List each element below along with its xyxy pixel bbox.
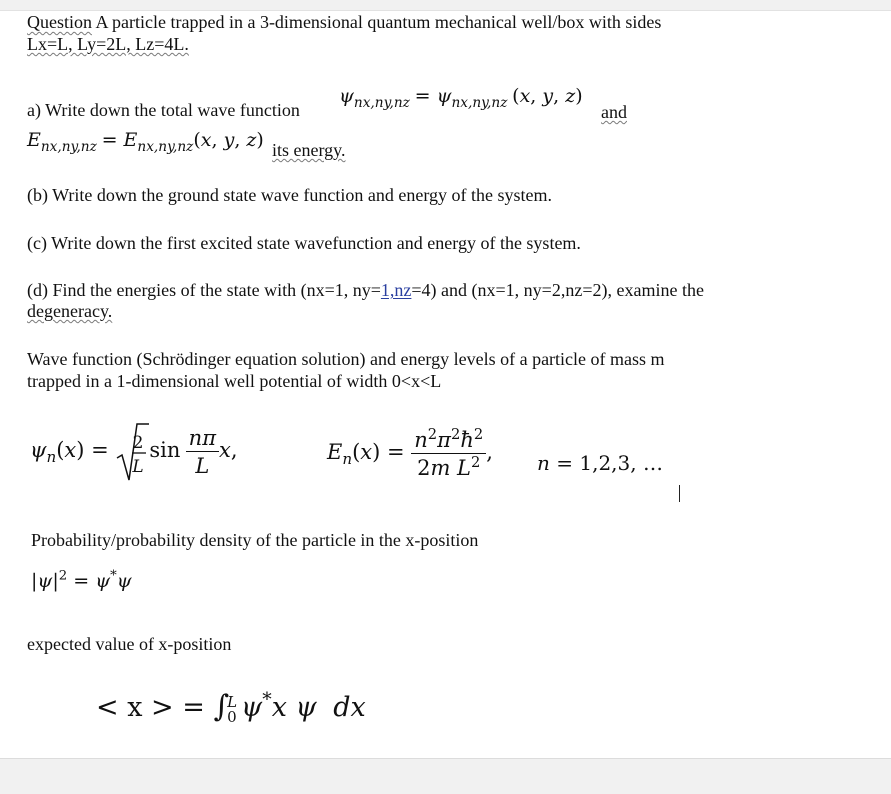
equation-expectation: < x > = ∫ L 0 ψ*x ψ dx — [96, 688, 366, 726]
part-d-line-1: (d) Find the energies of the state with (nx=1, ny=1,nz=4) and (nx=1, ny=2,nz=2), examine the — [27, 280, 704, 300]
part-a-and: and — [601, 102, 627, 122]
one-d-line-1: Wave function (Schrödinger equation solution) and energy levels of a particle of mass m — [27, 349, 665, 369]
part-a-its-energy: its energy. — [272, 140, 346, 160]
equation-psi-3d: $\psi_{nx,ny,nz} = \psi_{nx,ny,nz}$ (x, y, z) — [339, 85, 583, 111]
part-d-link[interactable]: 1,nz — [380, 280, 412, 300]
text-cursor — [679, 485, 680, 502]
n-range: n = 1,2,3, … — [537, 451, 663, 475]
equation-energy-3d: $E_{nx,ny,nz} = E_{nx,ny,nz}(x$, y, z) — [27, 129, 264, 155]
equation-psi-n: $\psi_n(x)$ = 2 L sin $\frac{n\pi}{L}$ x, — [30, 420, 238, 484]
part-b: (b) Write down the ground state wave function and energy of the system. — [27, 185, 552, 205]
one-d-line-2: trapped in a 1-dimensional well potential of width 0<x<L — [27, 371, 442, 391]
top-toolbar-strip — [0, 0, 891, 11]
sqrt-symbol — [115, 420, 149, 484]
equation-energy-n: $E_n(x)$ = $\frac{n^2\pi^2ħ^2}{2m L^2}$ , — [327, 425, 493, 480]
svg-text:2: 2 — [132, 433, 144, 453]
svg-text:L: L — [132, 457, 145, 477]
part-d-line-2: degeneracy. — [27, 301, 113, 321]
question-intro: A particle trapped in a 3-dimensional quantum mechanical well/box with sides — [92, 12, 662, 32]
equation-prob-density: $|\psi|^2 = \psi^*\psi$ — [31, 568, 132, 592]
question-sides: Lx=L, Ly=2L, Lz=4L. — [27, 34, 189, 54]
bottom-toolbar-strip — [0, 758, 891, 794]
question-word: Question — [27, 12, 92, 32]
part-a-label: a) Write down the total wave function — [27, 100, 300, 120]
part-c: (c) Write down the first excited state wavefunction and energy of the system. — [27, 233, 581, 253]
question-line — [27, 11, 661, 33]
probability-heading: Probability/probability density of the particle in the x-position — [31, 530, 479, 550]
expected-heading: expected value of x-position — [27, 634, 232, 654]
